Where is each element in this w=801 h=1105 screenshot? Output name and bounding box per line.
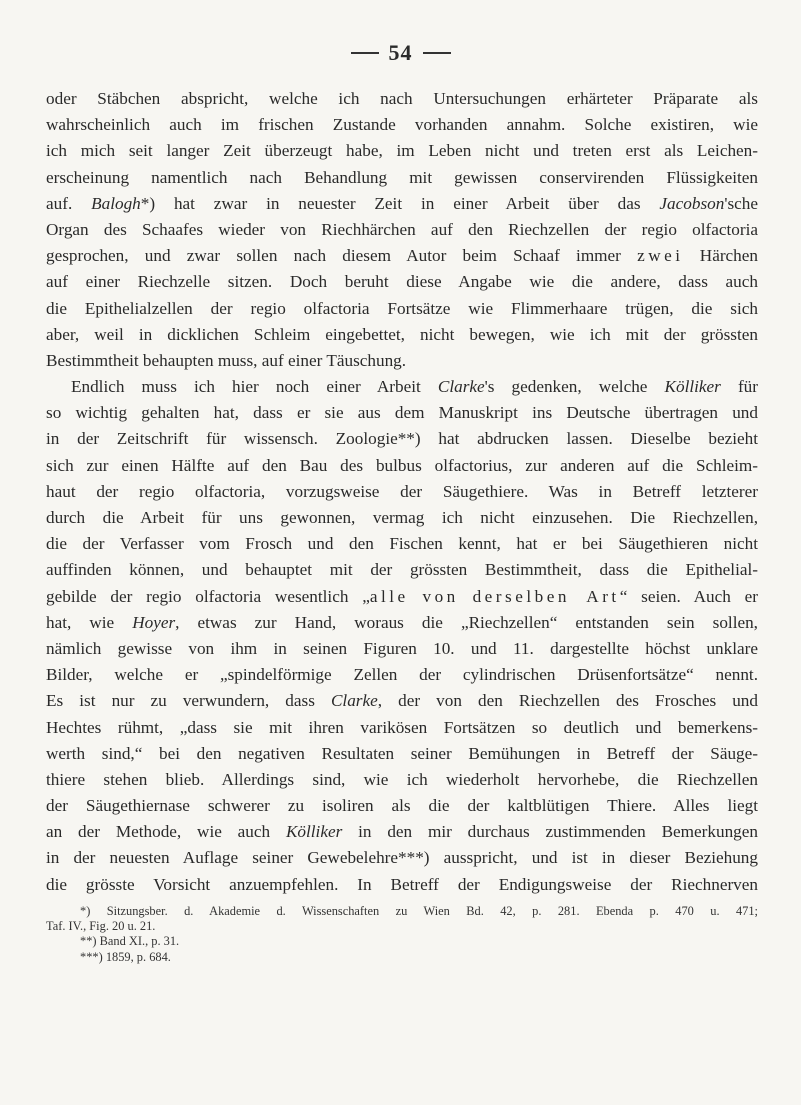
footnote-1 <box>46 904 758 919</box>
text-line: die grösste Vorsicht anzuempfehlen. In Betreff der Endigungsweise der Riechnerven <box>46 874 758 894</box>
text-line-styled: hat, wie Hoyer, etwas zur Hand, woraus die „Riechzellen“ entstanden sein sollen, <box>46 612 758 632</box>
footnote-text: Sitzungsber. d. Akademie d. Wissenschaften zu Wien Bd. 42, p. 281. Ebenda p. 470 u. 471; <box>106 904 758 918</box>
text-line: der Säugethiernase schwerer zu isoliren als die der kaltblütigen Thiere. Alles liegt <box>46 796 758 816</box>
text-line: erscheinung namentlich nach Behandlung mit gewissen conservirenden Flüssigkeiten <box>46 167 758 187</box>
italic-name: Clarke <box>437 377 485 397</box>
text-line: oder Stäbchen abspricht, welche ich nach Untersuchungen erhärteter Präparate als <box>46 89 758 108</box>
text-line: auffinden können, und behauptet mit der grössten Bestimmtheit, dass die Epithelial- <box>46 560 758 580</box>
italic-name: Kölliker <box>664 377 721 397</box>
text-line: haut der regio olfactoria, vorzugsweise der Säugethiere. Was in Betreff letzterer <box>46 481 758 501</box>
text-line: werth sind,“ bei den negativen Resultaten seiner Bemühungen in Betreff der Säuge- <box>46 743 758 763</box>
main-text <box>46 86 758 898</box>
text-line-styled: Es ist nur zu verwundern, dass Clarke, der von den Riechzellen des Frosches und <box>46 691 758 711</box>
text-line-styled: gebilde der regio olfactoria wesentlich „alle von derselben Art“ seien. Auch er <box>46 586 758 606</box>
footnote-text: Band XI., p. 31. <box>99 934 180 949</box>
text-line: durch die Arbeit für uns gewonnen, vermag ich nicht einzusehen. Die Riechzellen, <box>46 508 758 527</box>
text-line: Hechtes rühmt, „dass sie mit ihren varikösen Fortsätzen so deutlich und bemerkens- <box>46 717 758 737</box>
footnotes <box>46 904 758 965</box>
text-line-styled: Endlich muss ich hier noch einer Arbeit Clarke's gedenken, welche Kölliker für <box>71 377 758 397</box>
footnote-marker: ***) <box>80 949 103 964</box>
header-dash-left <box>351 52 379 53</box>
text-line: so wichtig gehalten hat, dass er sie aus dem Manuskript ins Deutsche übertragen und <box>46 403 758 423</box>
text-line: sich zur einen Hälfte auf den Bau des bulbus olfactorius, zur anderen auf die Schleim- <box>46 455 758 475</box>
text-line-styled: an der Methode, wie auch Kölliker in den mir durchaus zustimmenden Bemerkungen <box>46 822 758 842</box>
text-line: auf einer Riechzelle sitzen. Doch beruht diese Angabe wie die andere, dass auch <box>46 272 758 292</box>
text-line: die der Verfasser vom Frosch und den Fischen kennt, hat er bei Säugethieren nicht <box>46 534 758 554</box>
spaced-emphasis: alle <box>369 586 409 606</box>
footnote-text: 1859, p. 684. <box>105 949 171 964</box>
text-line: wahrscheinlich auch im frischen Zustande vorhanden annahm. Solche existiren, wie <box>46 115 758 135</box>
header-dash-right <box>423 52 451 53</box>
italic-name: Balogh <box>91 193 141 213</box>
footnote-marker: *) <box>80 904 91 918</box>
footnote-marker: **) <box>80 934 97 949</box>
text-line: Bilder, welche er „spindelförmige Zellen der cylindrischen Drüsenfortsätze“ nennt. <box>46 665 758 685</box>
italic-name: Hoyer <box>132 612 176 632</box>
text-line: ich mich seit langer Zeit überzeugt habe, im Leben nicht und treten erst als Leichen- <box>46 141 758 161</box>
text-line: die Epithelialzellen der regio olfactoria Fortsätze wie Flimmerhaare trügen, die sich <box>46 298 758 318</box>
page-number: 54 <box>388 40 413 65</box>
footnote-1-continued: Taf. IV., Fig. 20 u. 21. <box>46 919 156 934</box>
text-line: aber, weil in dicklichen Schleim eingebettet, nicht bewegen, wie ich mit der grössten <box>46 324 758 344</box>
text-line: in der Zeitschrift für wissensch. Zoologie**) hat abdrucken lassen. Dieselbe bezieht <box>46 429 758 449</box>
italic-name: Jacobson <box>659 193 725 213</box>
footnote-2 <box>46 934 758 949</box>
text-line-styled: auf. Balogh*) hat zwar in neuester Zeit in einer Arbeit über das Jacobson'sche <box>46 193 758 213</box>
text-line: in der neuesten Auflage seiner Gewebelehre***) ausspricht, und ist in dieser Beziehung <box>46 848 758 868</box>
footnote-3 <box>46 950 758 965</box>
text-line: thiere stehen blieb. Allerdings sind, wie ich wiederholt hervorhebe, die Riechzellen <box>46 769 758 789</box>
spaced-emphasis: zwei <box>637 246 684 266</box>
text-line: nämlich gewisse von ihm in seinen Figuren 10. und 11. dargestellte höchst unklare <box>46 638 758 658</box>
text-line: Bestimmtheit behaupten muss, auf einer Täuschung. <box>46 350 407 370</box>
text-line-styled: gesprochen, und zwar sollen nach diesem Autor beim Schaaf immer zwei Härchen <box>46 246 758 266</box>
text-line: Organ des Schaafes wieder von Riechhärchen auf den Riechzellen der regio olfactoria <box>46 219 758 239</box>
spaced-emphasis: von <box>422 586 459 606</box>
page-header <box>0 40 801 66</box>
spaced-emphasis: derselben Art <box>472 586 620 606</box>
italic-name: Clarke <box>330 691 378 711</box>
italic-name: Kölliker <box>285 822 343 842</box>
